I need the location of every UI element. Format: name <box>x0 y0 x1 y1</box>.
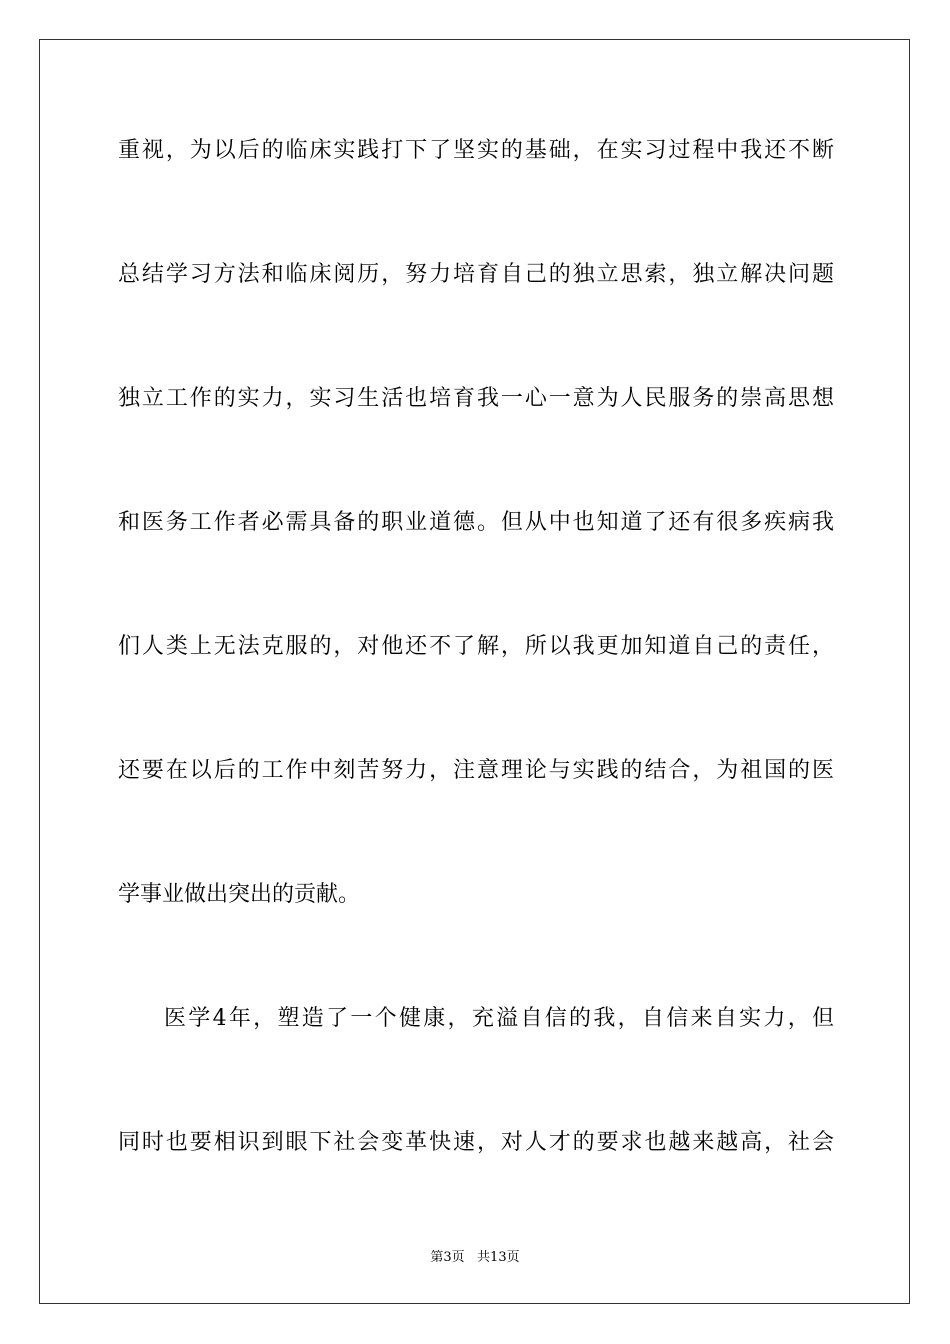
paragraph-first-line: 医学4年，塑造了一个健康，充溢自信的我，自信来自实力，但 <box>164 1006 834 1031</box>
body-text-line: 重视，为以后的临床实践打下了坚实的基础，在实习过程中我还不断 <box>118 138 834 163</box>
body-text-line: 同时也要相识到眼下社会变革快速，对人才的要求也越来越高，社会 <box>118 1130 834 1155</box>
body-text-line: 还要在以后的工作中刻苦努力，注意理论与实践的结合，为祖国的医 <box>118 758 834 783</box>
body-text-line: 学事业做出突出的贡献。 <box>118 882 361 907</box>
body-text-line: 和医务工作者必需具备的职业道德。但从中也知道了还有很多疾病我 <box>118 510 834 535</box>
body-text-line: 们人类上无法克服的，对他还不了解，所以我更加知道自己的责任， <box>118 634 834 659</box>
body-text-line: 独立工作的实力，实习生活也培育我一心一意为人民服务的崇高思想 <box>118 386 834 411</box>
body-text-line: 总结学习方法和临床阅历，努力培育自己的独立思索，独立解决问题 <box>118 262 834 287</box>
page-number-footer: 第3页 共13页 <box>430 1250 520 1265</box>
page-frame <box>39 39 910 1304</box>
